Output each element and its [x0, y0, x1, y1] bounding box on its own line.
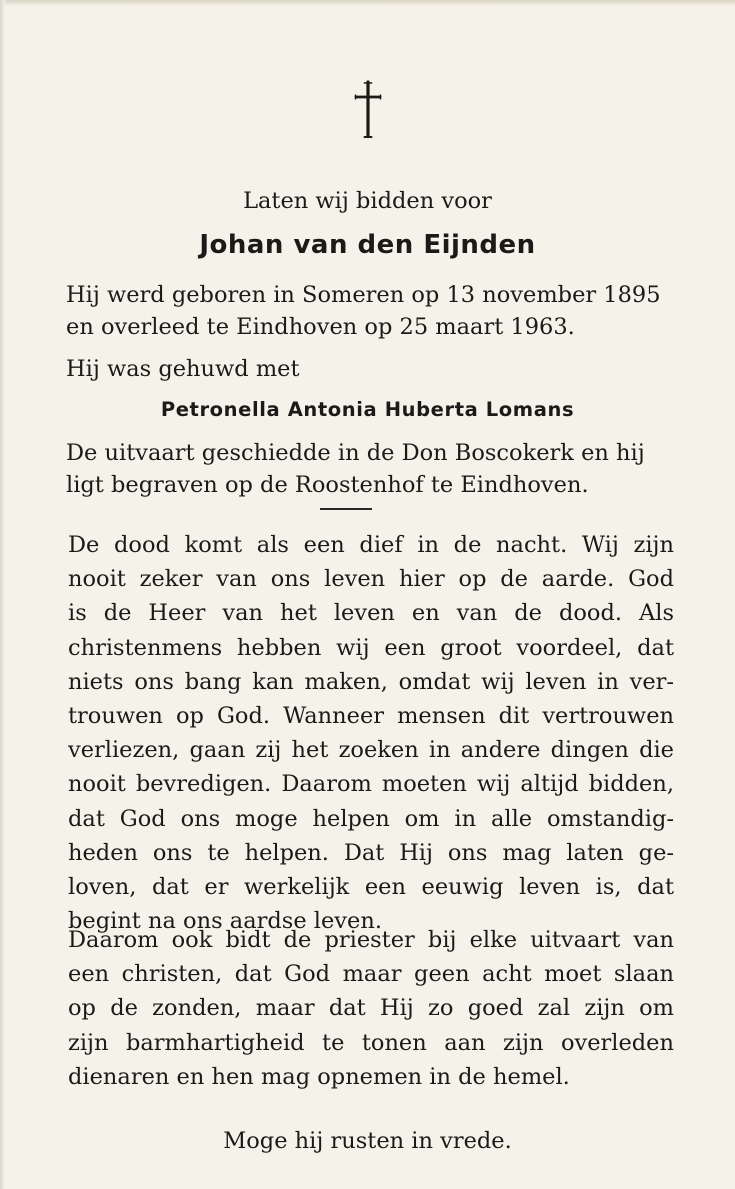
prayer-intro: Laten wij bidden voor — [243, 188, 492, 214]
text-line: niets ons bang kan maken, omdat wij leven in ver- — [68, 668, 674, 695]
text-line: nooit zeker van ons leven hier op de aarde. God — [68, 566, 674, 593]
text-line: op de zonden, maar dat Hij zo goed zal zijn om — [68, 995, 674, 1022]
text-line: De dood komt als een dief in de nacht. Wij zijn — [68, 532, 674, 558]
text-line: christenmens hebben wij een groot voordeel, dat — [68, 634, 674, 661]
card-edge-top — [0, 0, 735, 6]
burial-line: ligt begraven op de Roostenhof te Eindhoven. — [66, 472, 589, 498]
death-line: en overleed te Eindhoven op 25 maart 1963. — [66, 314, 575, 340]
text-line: is de Heer van het leven en van de dood. Als — [68, 600, 674, 627]
latin-cross-icon — [0, 80, 735, 144]
divider-rule — [320, 508, 372, 510]
text-line: dienaren en hen mag opnemen in de hemel. — [68, 1063, 570, 1090]
text-line: een christen, dat God maar geen acht moet slaan — [68, 961, 674, 988]
text-line: trouwen op God. Wanneer mensen dit vertrouwen — [68, 702, 674, 729]
married-line: Hij was gehuwd met — [66, 356, 300, 382]
text-line: zijn barmhartigheid te tonen aan zijn overleden — [68, 1029, 674, 1056]
text-line: Daarom ook bidt de priester bij elke uitvaart van — [68, 927, 674, 953]
text-line: dat God ons moge helpen om in alle omstandig- — [68, 805, 674, 832]
funeral-line: De uitvaart geschiedde in de Don Boscokerk en hij — [66, 440, 645, 466]
closing-prayer: Moge hij rusten in vrede. — [223, 1128, 512, 1154]
spouse-name: Petronella Antonia Huberta Lomans — [160, 398, 575, 421]
text-line: loven, dat er werkelijk een eeuwig leven is, dat — [68, 873, 674, 900]
deceased-name: Johan van den Eijnden — [199, 230, 536, 260]
text-line: begint na ons aardse leven. — [68, 908, 382, 935]
meditation-paragraph-2 — [68, 923, 674, 1094]
meditation-paragraph-1 — [68, 528, 674, 938]
text-line: verliezen, gaan zij het zoeken in andere dingen die — [68, 737, 674, 764]
text-line: heden ons te helpen. Dat Hij ons mag laten ge- — [68, 839, 674, 866]
card-edge-left — [0, 0, 5, 1189]
text-line: nooit bevredigen. Daarom moeten wij altijd bidden, — [68, 771, 674, 798]
birth-line: Hij werd geboren in Someren op 13 november 1895 — [66, 282, 661, 308]
